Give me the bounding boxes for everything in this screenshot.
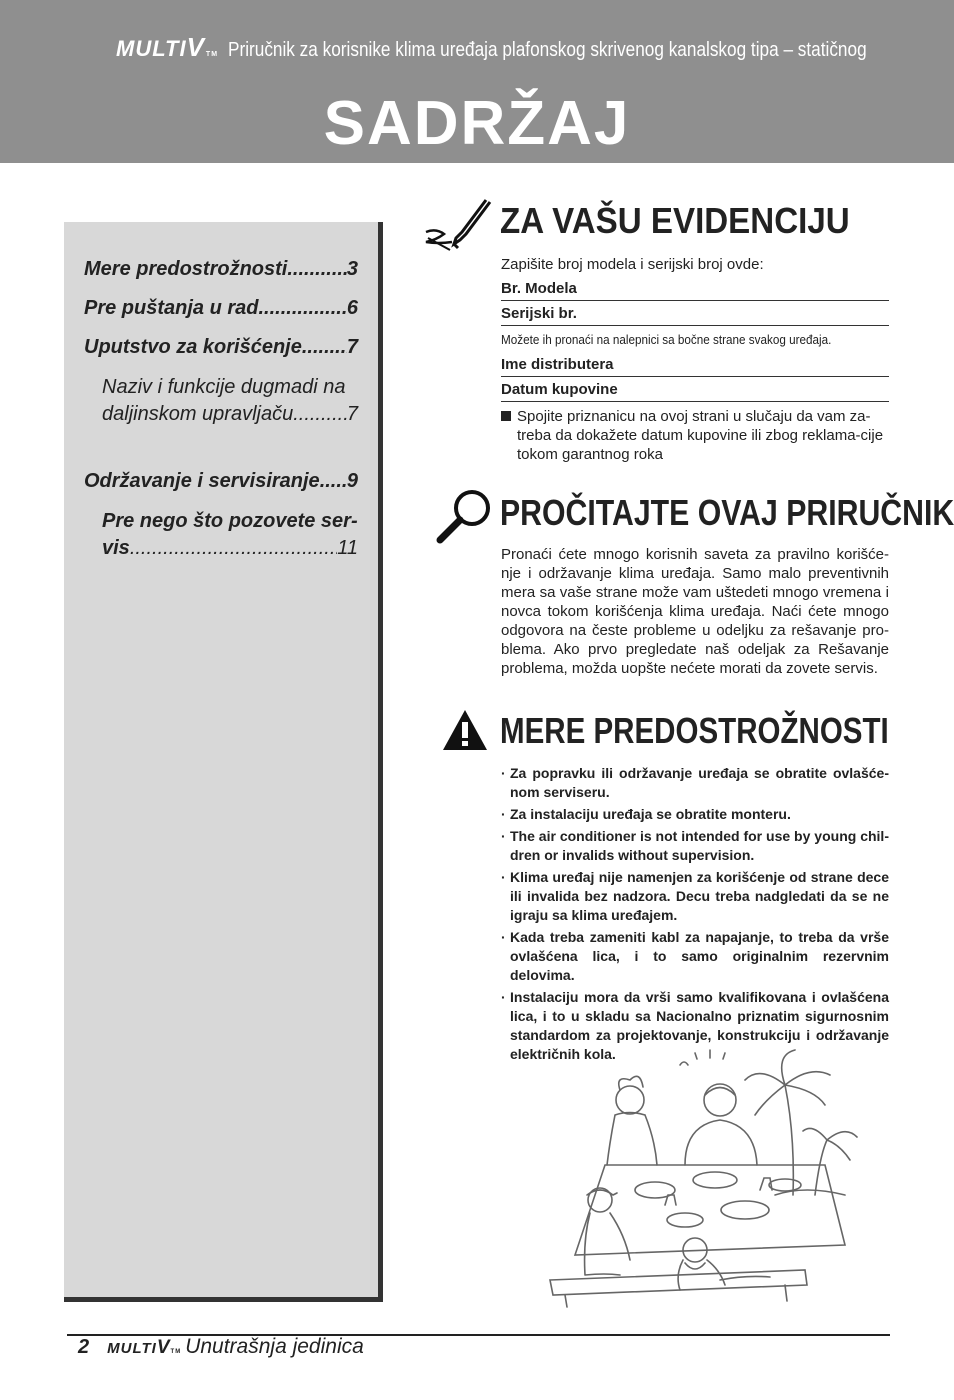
square-bullet-icon: [501, 411, 511, 421]
records-label-note: Možete ih pronaći na nalepnici sa bočne strane svakog uređaja.: [501, 332, 832, 347]
safety-item: · Kada treba zameniti kabl za napajanje, to treba da vrše ovlašćena lica, i to samo originalnim rezervnim delovima.: [501, 929, 889, 983]
safety-list: [501, 764, 889, 1067]
read-manual-body: Pronaći ćete mnogo korisnih saveta za pravilno korišće-nje i održavanje klima uređaja. Samo malo preventivnih mera sa vaše strane može vam uštedeti mnogo vremena i novca tokom korišćenja klima uređaja. Naći ćete mnogo odgovora na česte probleme u odeljku za rešavanje pro-blema. Ako prvo pregledate naš odeljak za Rešavanje problema, možda uopšte nećete morati da zovete servis.: [501, 546, 889, 677]
magnifier-icon: [434, 488, 494, 544]
safety-item: · The air conditioner is not intended for use by young chil-dren or invalids without supervision.: [501, 828, 889, 863]
field-purchase-date: Datum kupovine: [501, 381, 889, 402]
header-brand: [116, 32, 954, 63]
safety-item: · Klima uređaj nije namenjen za korišćenje od strane dece ili invalida bez nadzora. Decu treba nadgledati da se ne igraju sa klima uređajem.: [501, 869, 889, 923]
footer-unit-name: Unutrašnja jedinica: [185, 1335, 364, 1358]
field-serial-number: Serijski br.: [501, 305, 889, 326]
toc-item-before-service-call[interactable]: Pre nego što pozovete ser- vis ..... 11: [102, 508, 358, 562]
safety-item: · Za instalaciju uređaja se obratite monteru.: [501, 806, 791, 822]
receipt-note: Spojite priznanicu na ovoj strani u slučaju da vam za-treba da dokažete datum kupovine ili zbog reklama-cije tokom garantnog roka: [501, 407, 889, 464]
safety-item: · Za popravku ili održavanje uređaja se obratite ovlašće-nom serviseru.: [501, 765, 889, 800]
multi-v-logo: MULTIVTM: [116, 32, 219, 62]
toc-item-operating-instructions[interactable]: Uputstvo za korišćenje ..... 7: [84, 334, 358, 361]
page-title: SADRŽAJ: [323, 89, 631, 158]
toc-item-remote-buttons[interactable]: Naziv i funkcije dugmadi na daljinskom upravljaču ..... 7: [102, 374, 358, 428]
warning-icon: [441, 708, 489, 752]
records-intro: Zapišite broj modela i serijski broj ovde:: [501, 256, 764, 273]
toc-item-before-operation[interactable]: Pre puštanja u rad ..... 6: [84, 295, 358, 322]
field-model-number: Br. Modela: [501, 280, 889, 301]
read-manual-title: PROČITAJTE OVAJ PRIRUČNIK: [500, 492, 954, 533]
picnic-illustration: [545, 1045, 865, 1310]
pen-icon: [424, 198, 492, 252]
manual-subtitle: Priručnik za korisnike klima uređaja plafonskog skrivenog kanalskog tipa – statičnog: [228, 39, 867, 61]
toc-item-precautions[interactable]: Mere predostrožnosti ..... 3: [84, 256, 358, 283]
toc-item-maintenance[interactable]: Održavanje i servisiranje ..... 9: [84, 468, 358, 495]
page-number: 2: [78, 1336, 90, 1358]
footer-multi-v-logo: MULTIVTM: [107, 1337, 182, 1358]
toc-sidebar: [64, 222, 383, 1302]
page-footer: [78, 1335, 364, 1359]
field-dealer-name: Ime distributera: [501, 356, 889, 377]
page-header: [0, 0, 954, 163]
records-title: ZA VAŠU EVIDENCIJU: [500, 200, 850, 241]
safety-title: MERE PREDOSTROŽNOSTI: [500, 710, 889, 751]
safety-item: · Instalaciju mora da vrši samo kvalifikovana i ovlašćena lica, i to u skladu sa Nacionalno priznatim sigurnosnim standardom za projektovanje, konstrukciju i održavanje električnih kola.: [501, 989, 889, 1062]
